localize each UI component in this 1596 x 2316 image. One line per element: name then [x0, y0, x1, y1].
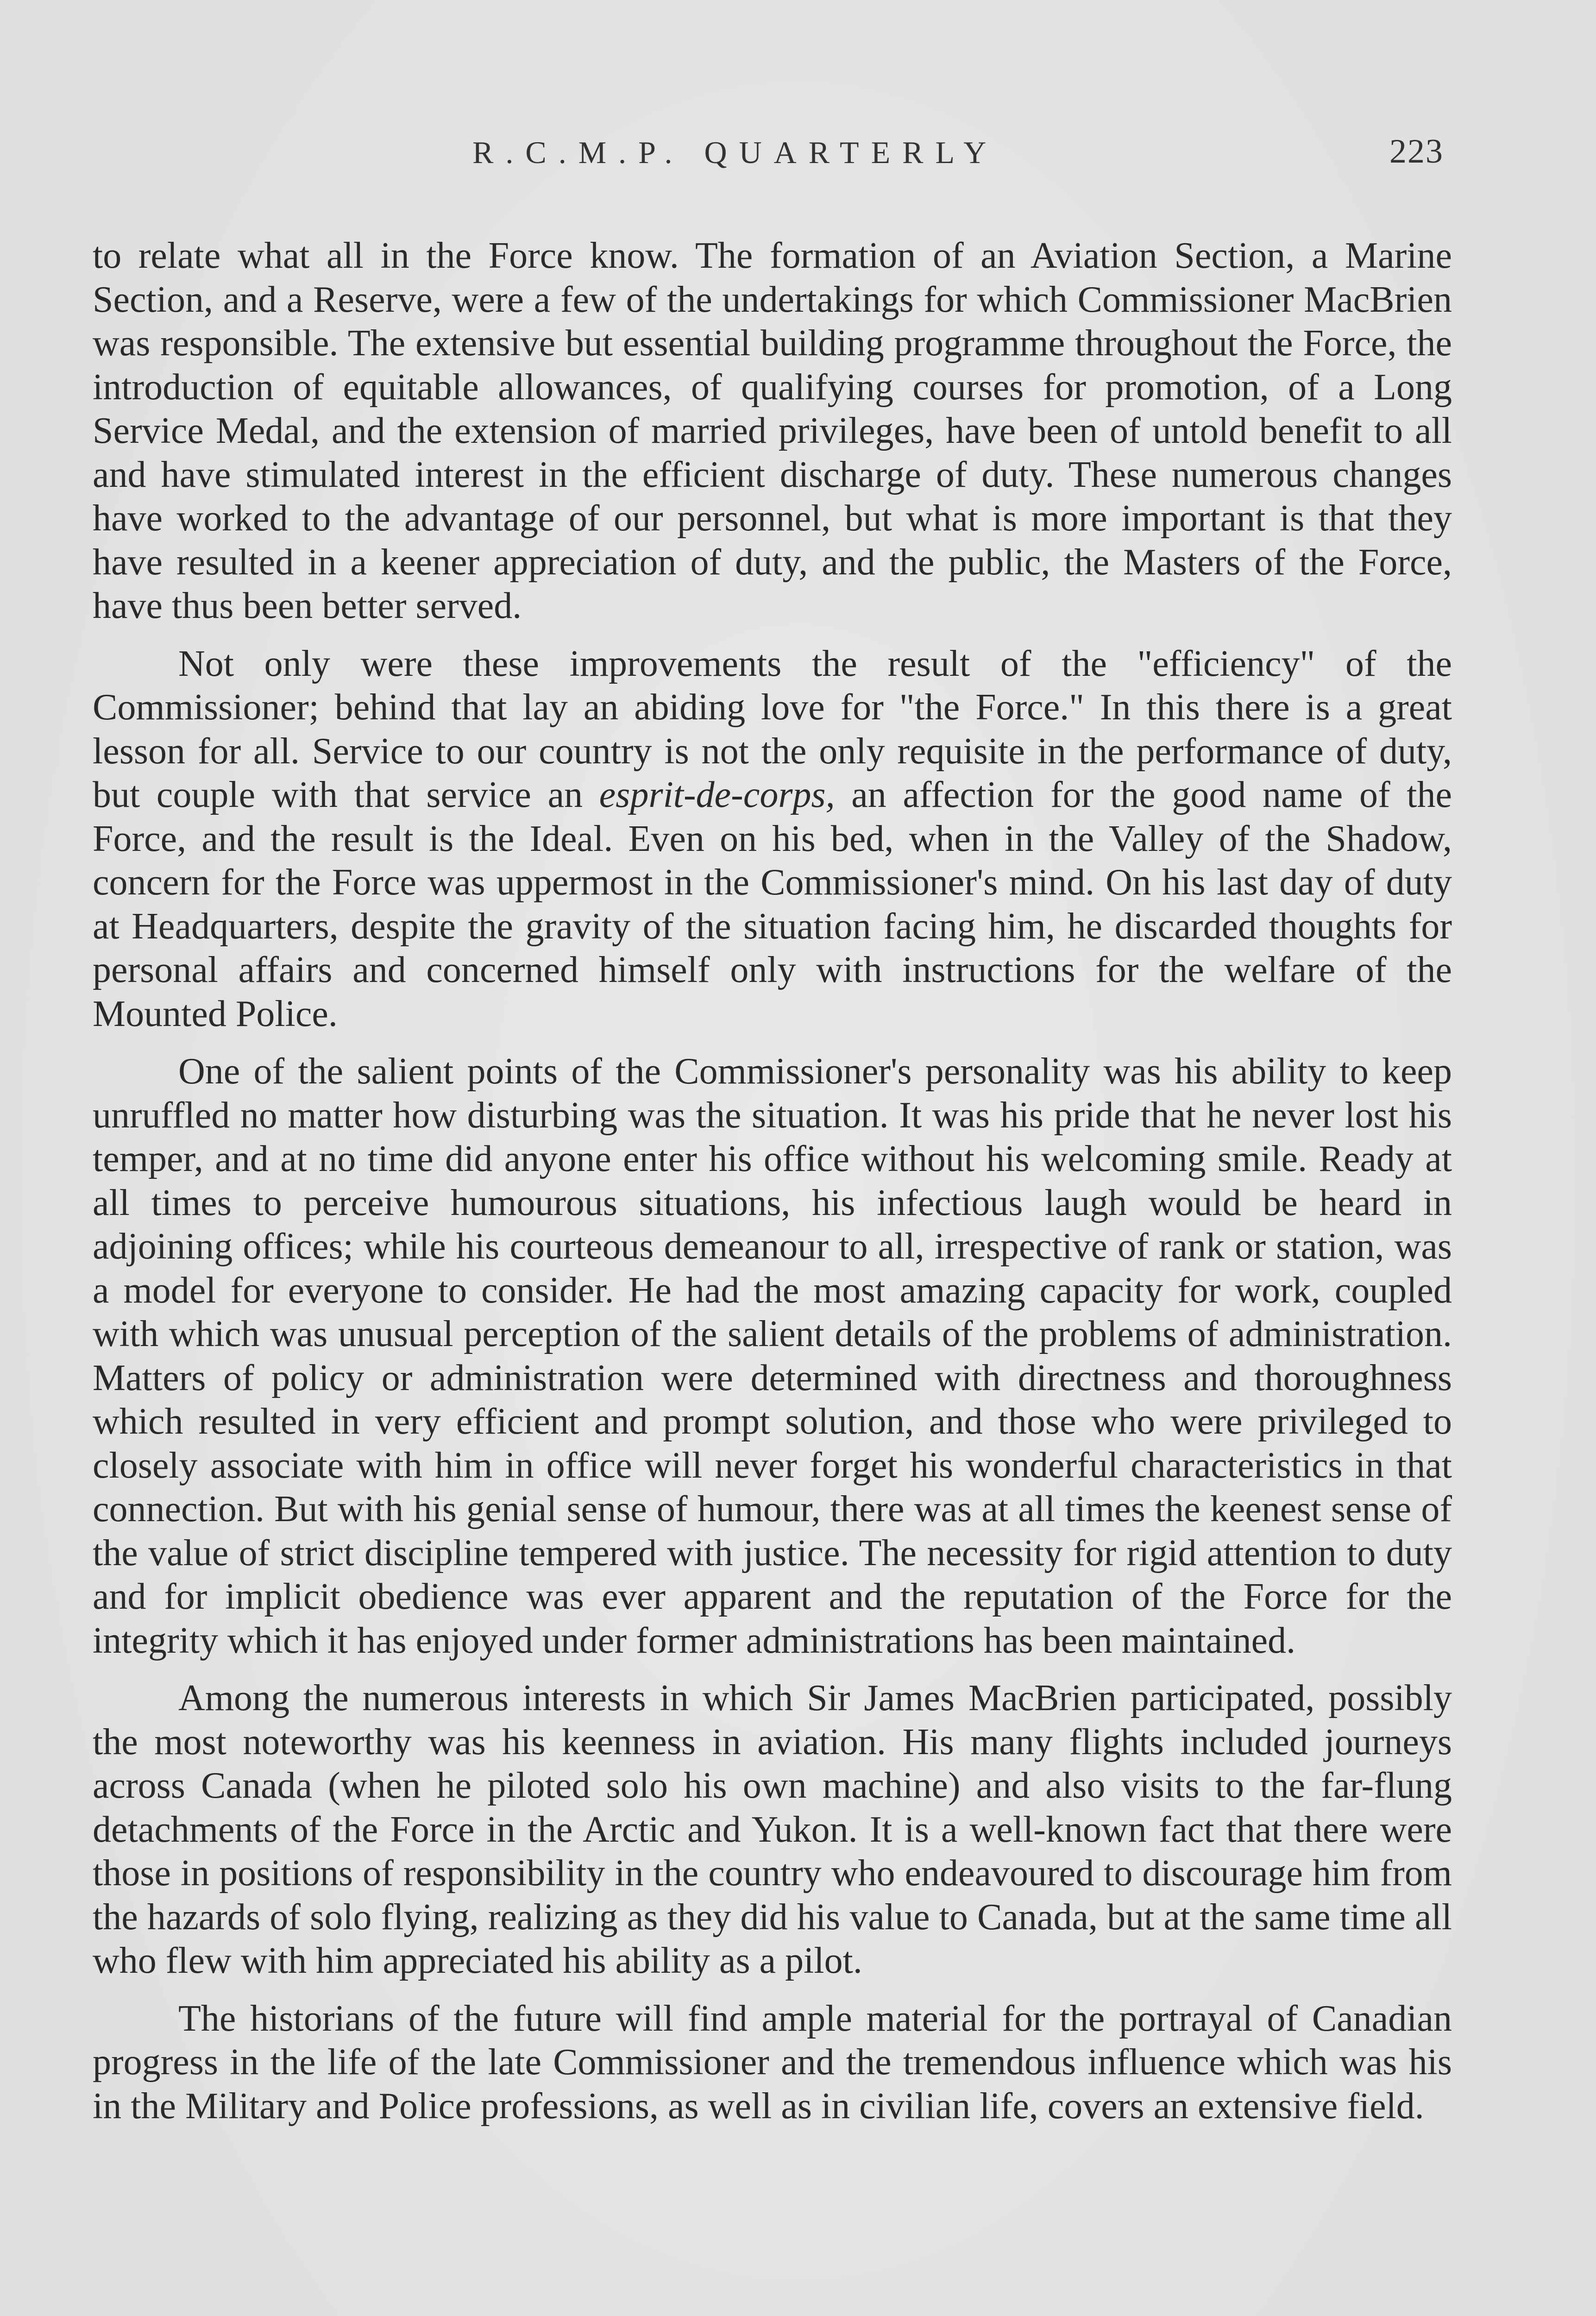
paragraph-2 — [93, 642, 1452, 1036]
paragraph-1: to relate what all in the Force know. The formation of an Aviation Section, a Marine Section, and a Reserve, were a few of the undertakings for which Commissioner MacBrien was responsible. The extensive but essential building programme throughout the Force, the introduction of equitable allowances, of qualifying courses for promotion, of a Long Service Medal, and the extension of married privileges, have been of untold benefit to all and have stimulated interest in the efficient discharge of duty. These numerous changes have worked to the advantage of our personnel, but what is more important is that they have resulted in a keener appreciation of duty, and the public, the Masters of the Force, have thus been better served. — [93, 235, 1452, 626]
paragraph-2-text-b: an affection for the good name of the Force, and the result is the Ideal. Even on his bed, when in the Valley of the Shadow, concern for the Force was uppermost in the Commissioner's mind. On his last day of duty at Headquarters, despite the gravity of the situation facing him, he discarded thoughts for personal affairs and concerned himself only with instructions for the welfare of the Mounted Police. — [93, 774, 1452, 1034]
paragraph-5: The historians of the future will find ample material for the portrayal of Canadian progress in the life of the late Commissioner and the tremendous influence which was his in the Military and Police professions, as well as in civilian life, covers an extensive field. — [93, 1998, 1452, 2127]
paragraph-2-italic: esprit-de-corps, — [599, 774, 835, 815]
page-number: 223 — [1389, 132, 1444, 170]
running-head: R.C.M.P. QUARTERLY — [472, 135, 999, 170]
paragraph-4: Among the numerous interests in which Sir James MacBrien participated, possibly the most noteworthy was his keenness in aviation. His many flights included journeys across Canada (when he piloted solo his own machine) and also visits to the far-flung detachments of the Force in the Arctic and Yukon. It is a well-known fact that there were those in positions of responsibility in the country who endeavoured to discourage him from the hazards of solo flying, realizing as they did his value to Canada, but at the same time all who flew with him appreciated his ability as a pilot. — [93, 1678, 1452, 1981]
paragraph-2-text-a: Not only were these improvements the result of the "efficiency" of the Commissioner; behind that lay an abiding love for "the Force." In this there is a great lesson for all. Service to our country is not the only requisite in the performance of duty, but couple with that service an — [93, 643, 1452, 815]
article-body — [93, 234, 1452, 2128]
paragraph-3: One of the salient points of the Commissioner's personality was his ability to keep unruffled no matter how disturbing was the situation. It was his pride that he never lost his temper, and at no time did anyone enter his office without his welcoming smile. Ready at all times to perceive humourous situations, his infectious laugh would be heard in adjoining offices; while his courteous demeanour to all, irrespective of rank or station, was a model for everyone to consider. He had the most amazing capacity for work, coupled with which was unusual perception of the salient details of the problems of administration. Matters of policy or administration were determined with directness and thoroughness which resulted in very efficient and prompt solution, and those who were privileged to closely associate with him in office will never forget his wonderful characteristics in that connection. But with his genial sense of humour, there was at all times the keenest sense of the value of strict discipline tempered with justice. The necessity for rigid attention to duty and for implicit obedience was ever apparent and the reputation of the Force for the integrity which it has enjoyed under former administrations has been maintained. — [93, 1051, 1452, 1661]
